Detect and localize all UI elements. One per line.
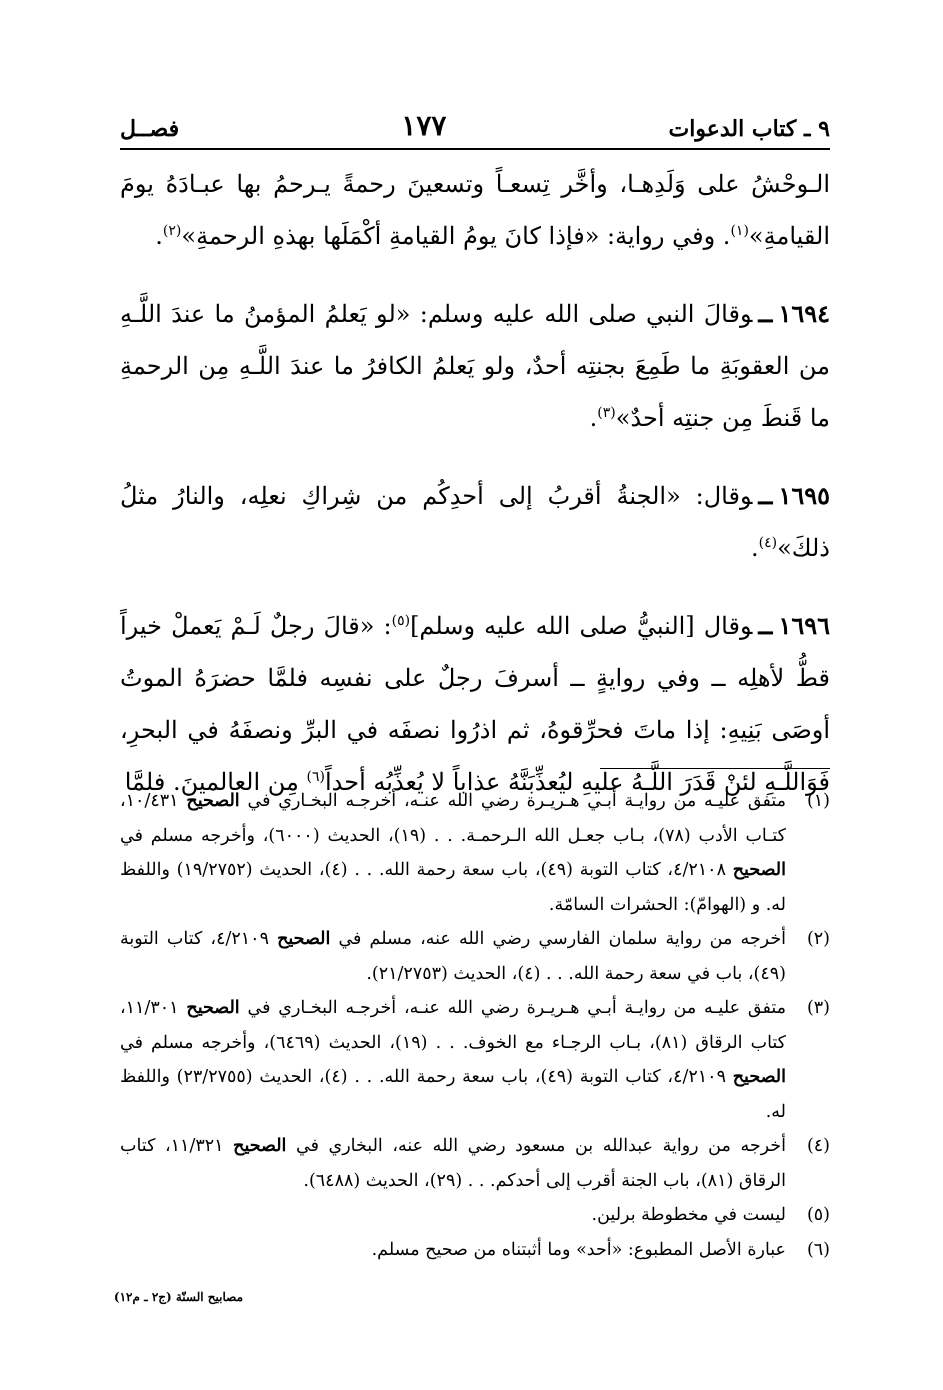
footnote bbox=[120, 1233, 830, 1268]
footnote-text: متفق عليـه من روايـة أبـي هـريـرة رضي الله عنـه، أخرجـه البخـاري في الصحيح ١٠/٤٣١، كتـاب الأدب (٧٨)، بـاب جعـل الله الـرحمـة. . . (١٩)، الحديث (٦٠٠٠)، وأخرجه مسلم في الصحيح ٤/٢١٠٨، كتاب التوبة (٤٩)، باب سعة رحمة الله. . . (٤)، الحديث (١٩/٢٧٥٢) واللفظ له. و (الهوامّ): الحشرات السامّة. bbox=[120, 791, 786, 915]
footnote bbox=[120, 784, 830, 922]
dash-separator: ــ bbox=[758, 611, 773, 640]
footnote-mark: (٤) bbox=[806, 1136, 830, 1156]
footnote-text: عبارة الأصل المطبوع: «أحد» وما أثبتناه من صحيح مسلم. bbox=[371, 1239, 786, 1260]
hadith-1696: ١٦٩٦ــوقال [النبيُّ صلى الله عليه وسلم]$^{(٥)}$: «قالَ رجلٌ لَـمْ يَعملْ خيراً قطُّ لأهلِه ــ وفي روايةٍ ــ أسرفَ رجلٌ على نفسِه فلمَّا حضرَهُ الموتُ أوصَى بَنِيهِ: إذا ماتَ فحرِّقوهُ، ثم اذرُوا نصفَه في البرِّ ونصفَهُ في البحرِ، فَوَاللَّـهِ لئنْ قَدَرَ اللَّـهُ عليهِ ليُعذِّبَنَّهُ عذاباً لا يُعذِّبُه أحداً$^{(٦)}$ مِن العالمينَ. فلمَّا bbox=[120, 611, 830, 796]
hadith-text: وقالَ النبي صلى الله عليه وسلم: «لو يَعلمُ المؤمنُ ما عندَ اللَّـهِ من العقوبَةِ ما طَمِعَ بجنتِه أحدٌ، ولو يَعلمُ الكافرُ ما عندَ اللَّـهِ مِن الرحمةِ ما قَنطَ مِن جنتِه أحدٌ» bbox=[120, 300, 830, 432]
footnote-divider bbox=[600, 768, 830, 769]
footnote-mark: (٦) bbox=[806, 1239, 830, 1260]
footnote-mark: (٥) bbox=[806, 1205, 830, 1225]
footnote-mark: (٣) bbox=[806, 998, 830, 1018]
footnote-ref: (٦) bbox=[306, 769, 325, 785]
signature-mark: مصابيح السنّة (ج٢ ـ م١٢) bbox=[113, 1290, 243, 1304]
footnote-mark: (١) bbox=[806, 791, 830, 811]
footnote-ref: (٥) bbox=[391, 613, 411, 629]
chapter-title: ٩ ـ كتاب الدعوات bbox=[668, 116, 830, 142]
hadith-text: وقال: «الجنةُ أقربُ إلى أحدِكُم من شِراكِ نعلِه، والنارُ مثلُ ذلكَ» bbox=[120, 482, 830, 562]
footnote-text: متفق عليـه من روايـة أبـي هـريـرة رضي الله عنـه، أخرجـه البخـاري في الصحيح ١١/٣٠١، كتاب الرقاق (٨١)، بـاب الرجـاء مع الخوف. . . (١٩)، الحديث (٦٤٦٩)، وأخرجه مسلم في الصحيح ٤/٢١٠٩، كتاب التوبة (٤٩)، باب سعة رحمة الله. . . (٤)، الحديث (٢٣/٢٧٥٥) واللفظ له. bbox=[120, 998, 787, 1122]
section-title: فصــل bbox=[120, 116, 180, 142]
footnote bbox=[120, 1129, 830, 1198]
hadith-1695: ١٦٩٥ــوقال: «الجنةُ أقربُ إلى أحدِكُم من شِراكِ نعلِه، والنارُ مثلُ ذلكَ»$^{(٤)}$. bbox=[120, 481, 830, 562]
footnote-ref: (٢) bbox=[162, 223, 182, 239]
dash-separator: ــ bbox=[758, 299, 773, 328]
footnote bbox=[120, 922, 830, 991]
footnote-ref: (١) bbox=[730, 223, 749, 239]
footnote-ref: (٣) bbox=[597, 405, 616, 421]
page-number: ١٧٧ bbox=[401, 109, 447, 142]
header-divider bbox=[120, 148, 830, 150]
footnote bbox=[120, 1198, 830, 1233]
hadith-text: وقال [النبيُّ صلى الله عليه وسلم] bbox=[410, 612, 753, 640]
hadith-1694: ١٦٩٤ــوقالَ النبي صلى الله عليه وسلم: «لو يَعلمُ المؤمنُ ما عندَ اللَّـهِ من العقوبَةِ ما طَمِعَ بجنتِه أحدٌ، ولو يَعلمُ الكافرُ ما عندَ اللَّـهِ مِن الرحمةِ ما قَنطَ مِن جنتِه أحدٌ»$^{(٣)}$. bbox=[120, 299, 830, 432]
running-head bbox=[120, 92, 830, 142]
hadith-number: ١٦٩٤ bbox=[778, 299, 830, 328]
hadith-number: ١٦٩٥ bbox=[778, 481, 830, 510]
dash-separator: ــ bbox=[758, 481, 773, 510]
footnote-mark: (٢) bbox=[806, 929, 830, 949]
footnote bbox=[120, 991, 830, 1129]
footnote-text: أخرجه من رواية سلمان الفارسي رضي الله عنه، مسلم في الصحيح ٤/٢١٠٩، كتاب التوبة (٤٩)، باب في سعة رحمة الله. . . (٤)، الحديث (٢١/٢٧٥٣). bbox=[120, 929, 786, 984]
hadith-number: ١٦٩٦ bbox=[778, 611, 830, 640]
footnote-text: ليست في مخطوطة برلين. bbox=[591, 1205, 786, 1225]
footnote-ref: (٤) bbox=[758, 535, 778, 551]
main-text bbox=[120, 158, 830, 834]
paragraph-continuation: الـوحْشُ على وَلَدِهـا، وأخَّر تِسعـاً وتسعينَ رحمةً يـرحمُ بها عبـادَهُ يومَ القيامةِ»$^{(١)}$. وفي رواية: «فإذا كانَ يومُ القيامةِ أكْمَلَها بهذهِ الرحمةِ»$^{(٢)}$. bbox=[120, 170, 830, 250]
footnotes bbox=[120, 784, 830, 1267]
footnote-text: أخرجه من رواية عبدالله بن مسعود رضي الله عنه، البخاري في الصحيح ١١/٣٢١، كتاب الرقاق (٨١)، باب الجنة أقرب إلى أحدكم. . . (٢٩)، الحديث (٦٤٨٨). bbox=[120, 1136, 786, 1191]
